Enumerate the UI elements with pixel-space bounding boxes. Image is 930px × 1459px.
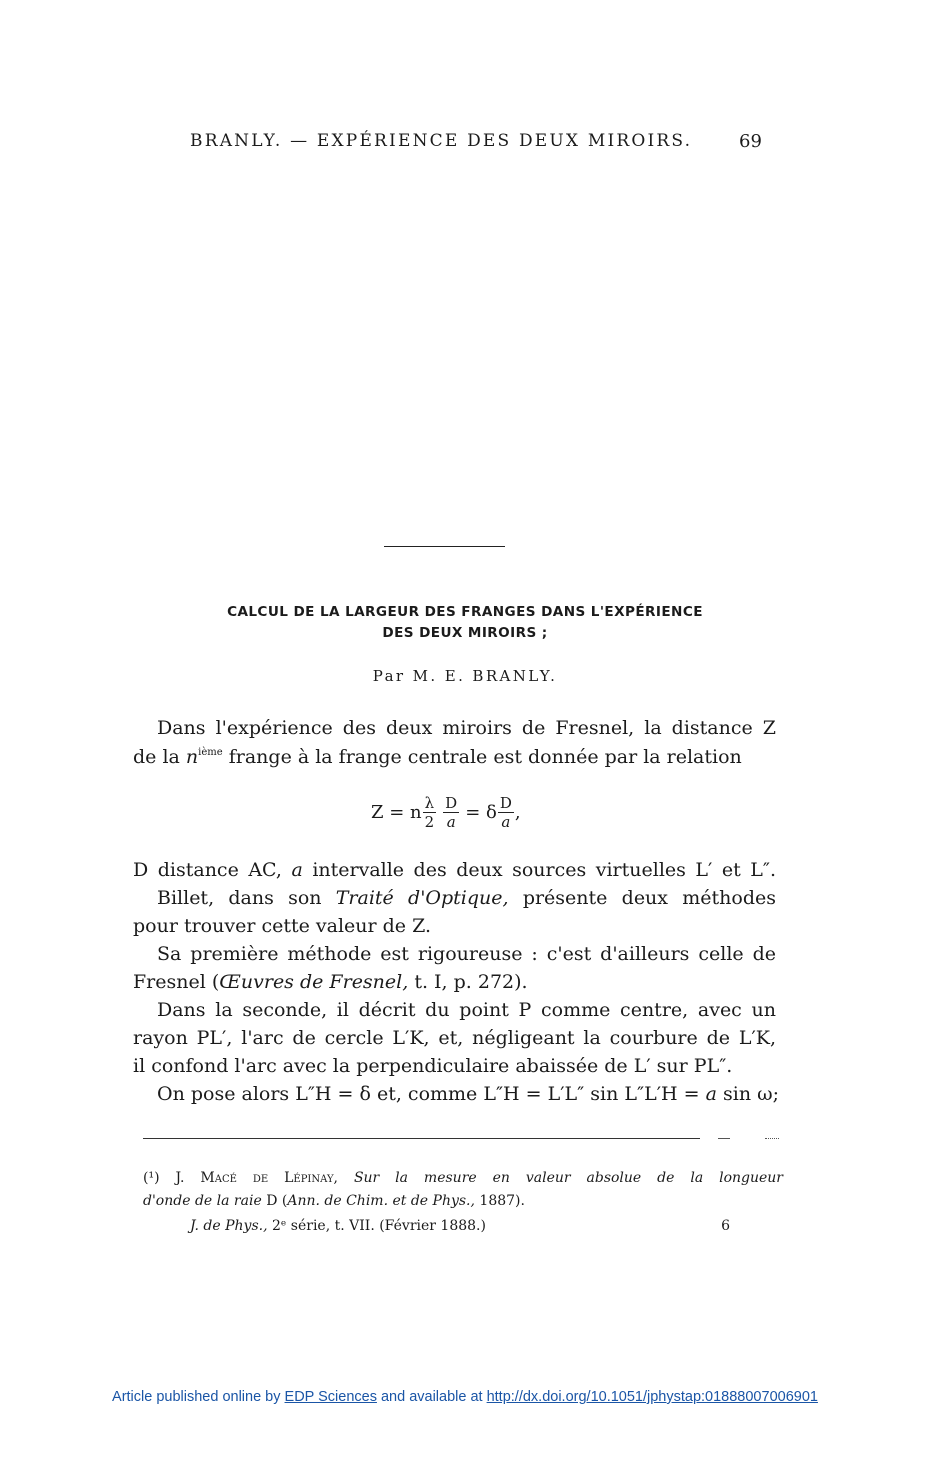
paragraph-3-line-2: pour trouver cette valeur de Z.: [133, 915, 431, 937]
paragraph-5-line-3: il confond l'arc avec la perpendiculaire abaissée de L′ sur PL″.: [133, 1055, 733, 1077]
running-header: [0, 131, 930, 155]
text-run: présente deux méthodes: [522, 887, 776, 909]
footnote-mark: (¹): [143, 1170, 160, 1186]
text-run: On pose alors L″H = δ et, comme L″H = L′L″ sin L″L′H =: [157, 1083, 700, 1105]
italic-book-title: Traité d'Optique,: [335, 887, 509, 909]
publisher-link[interactable]: EDP Sciences: [284, 1389, 377, 1405]
text-run: sin ω;: [723, 1083, 779, 1105]
text-run: t. I, p. 272).: [414, 971, 528, 993]
superscript-ieme: ième: [198, 747, 223, 758]
fraction-numerator: D: [445, 793, 458, 812]
fraction-numerator: D: [499, 793, 512, 812]
formula-lhs: Z = n: [371, 801, 422, 823]
footnote-title: Sur la mesure en valeur absolue de la longueur: [353, 1170, 783, 1186]
footnote-rule: [143, 1138, 700, 1139]
byline: [0, 667, 930, 685]
byline-author: M. E. BRANLY.: [412, 667, 558, 685]
paragraph-3-line-1: [133, 886, 776, 910]
variable-n: n: [185, 746, 199, 768]
footnote-title-cont: d'onde de la raie: [143, 1193, 262, 1209]
display-formula: [371, 788, 521, 836]
byline-par: Par: [372, 667, 406, 685]
journal-citation: [190, 1218, 486, 1234]
footnote-author: J. Macé de Lépinay,: [175, 1170, 338, 1186]
paragraph-5-line-1: Dans la seconde, il décrit du point P comme centre, avec un: [157, 999, 776, 1021]
footnote-year: 1887).: [479, 1193, 525, 1209]
footnote-rule-fragment: [765, 1138, 779, 1139]
article-title-line-2: DES DEUX MIROIRS ;: [382, 625, 548, 641]
paragraph-5-line-2: rayon PL′, l'arc de cercle L′K, et, négligeant la courbure de L′K,: [133, 1027, 776, 1049]
paragraph-1-line-2: [133, 745, 742, 769]
page-signature-line: [190, 1218, 730, 1234]
footnote-rule-fragment: [718, 1138, 730, 1139]
paragraph-2-line-1: [133, 858, 776, 882]
section-divider: [384, 546, 505, 547]
doi-link[interactable]: http://dx.doi.org/10.1051/jphystap:01888007006901: [486, 1389, 818, 1405]
footer-middle: and available at: [380, 1389, 483, 1405]
variable-a: a: [291, 859, 303, 881]
fraction-numerator: λ: [424, 793, 435, 812]
text-run: frange à la frange centrale est donnée par la relation: [228, 746, 742, 768]
fraction-denominator: 2: [424, 812, 435, 831]
fraction-d-over-a-2: [498, 794, 514, 831]
article-title-line-1: CALCUL DE LA LARGEUR DES FRANGES DANS L'EXPÉRIENCE: [227, 604, 703, 620]
signature-mark: 6: [721, 1218, 730, 1234]
paragraph-6-line-1: [133, 1082, 779, 1106]
text-run: D distance AC,: [133, 859, 282, 881]
text-run: de la: [133, 746, 180, 768]
page-number: 69: [739, 131, 762, 152]
fraction-d-over-a: [443, 794, 459, 831]
footnote-journal-ref: Ann. de Chim. et de Phys.,: [287, 1193, 475, 1209]
footnote-raie: D: [266, 1193, 278, 1209]
running-title: BRANLY. — EXPÉRIENCE DES DEUX MIROIRS.: [190, 131, 693, 151]
text-run: Fresnel (: [133, 971, 220, 993]
text-run: intervalle des deux sources virtuelles L′ et L″.: [312, 859, 776, 881]
fraction-lambda-over-2: [423, 794, 437, 831]
fraction-denominator: a: [501, 812, 511, 831]
fraction-denominator: a: [446, 812, 456, 831]
journal-name: J. de Phys.,: [190, 1218, 268, 1234]
formula-comma: ,: [514, 801, 521, 823]
footnote-line-2: d'onde de la raie D (Ann. de Chim. et de Phys., 1887).: [143, 1193, 525, 1209]
italic-book-title: Œuvres de Fresnel,: [219, 971, 409, 993]
formula-equals-delta: = δ: [465, 801, 497, 823]
paragraph-4-line-1: Sa première méthode est rigoureuse : c'est d'ailleurs celle de: [157, 943, 776, 965]
text-run: Billet, dans son: [157, 887, 322, 909]
footer-prefix: Article published online by: [112, 1389, 281, 1405]
paragraph-1-line-1: Dans l'expérience des deux miroirs de Fresnel, la distance Z: [157, 717, 776, 739]
footnote-line-1: [143, 1170, 783, 1186]
paragraph-4-line-2: [133, 970, 776, 994]
journal-details: 2ᵉ série, t. VII. (Février 1888.): [272, 1218, 486, 1234]
variable-a: a: [705, 1083, 717, 1105]
publication-footer: [0, 1389, 930, 1405]
